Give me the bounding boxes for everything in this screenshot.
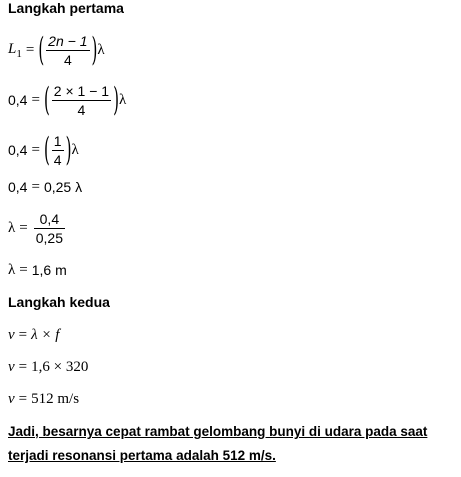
eq-rhs: 1,6 m — [31, 262, 67, 278]
right-paren: ) — [65, 129, 72, 169]
denominator: 4 — [53, 151, 62, 168]
equals-sign: = — [31, 91, 40, 108]
equals-sign: = — [18, 358, 28, 375]
right-paren: ) — [91, 29, 98, 69]
equation-velocity-result — [8, 388, 79, 410]
step2-heading: Langkah kedua — [8, 294, 110, 310]
eq-rhs: 1,6 × 320 — [31, 358, 89, 375]
eq-lhs: λ — [8, 219, 16, 236]
equation-l1 — [8, 28, 105, 72]
lambda-symbol: λ — [71, 141, 79, 158]
lambda-symbol: λ — [118, 91, 127, 108]
equals-sign: = — [31, 141, 40, 158]
eq-lhs: 0,4 — [8, 92, 28, 108]
eq-rhs: λ × f — [31, 326, 60, 343]
denominator: 0,25 — [35, 229, 63, 246]
fraction — [52, 83, 111, 118]
equation-velocity-formula — [8, 324, 59, 346]
equals-sign: = — [31, 178, 40, 195]
left-paren: ( — [43, 129, 50, 169]
equals-sign: = — [25, 41, 35, 58]
numerator: 1 — [53, 132, 62, 149]
right-paren: ) — [113, 79, 119, 119]
equation-lambda-result — [8, 259, 67, 281]
equation-substitution — [8, 78, 126, 122]
numerator: 2n − 1 — [48, 32, 88, 49]
eq-lhs: λ — [8, 261, 16, 278]
conclusion-text — [8, 420, 454, 468]
numerator: 2 × 1 − 1 — [53, 82, 110, 99]
numerator: 0,4 — [39, 210, 60, 227]
eq-rhs: 512 m/s — [31, 390, 80, 407]
conclusion-line-2: terjadi resonansi pertama adalah 512 m/s. — [8, 448, 276, 463]
left-paren: ( — [43, 79, 50, 119]
equals-sign: = — [18, 326, 28, 343]
equation-velocity-substitution — [8, 356, 88, 378]
equals-sign: = — [19, 219, 28, 236]
denominator: 4 — [77, 101, 86, 118]
conclusion-line-1: Jadi, besarnya cepat rambat gelombang bunyi di udara pada saat — [8, 424, 428, 439]
eq-rhs: 0,25 λ — [43, 179, 83, 195]
step1-heading: Langkah pertama — [8, 0, 124, 16]
eq-lhs: 0,4 — [8, 179, 28, 195]
denominator: 4 — [63, 51, 72, 68]
equation-decimal — [8, 176, 82, 198]
equation-simplified — [8, 128, 79, 172]
fraction — [52, 133, 64, 168]
lambda-symbol: λ — [97, 41, 105, 58]
eq-lhs: 0,4 — [8, 142, 28, 158]
equals-sign: = — [19, 261, 28, 278]
eq-lhs: v — [8, 358, 15, 375]
eq-lhs: $L_1$ — [8, 40, 22, 60]
fraction — [34, 211, 65, 246]
equals-sign: = — [18, 390, 28, 407]
eq-lhs: v — [8, 390, 15, 407]
eq-lhs: v — [8, 326, 15, 343]
equation-solve-lambda — [8, 206, 67, 250]
fraction — [46, 33, 89, 68]
left-paren: ( — [38, 29, 45, 69]
